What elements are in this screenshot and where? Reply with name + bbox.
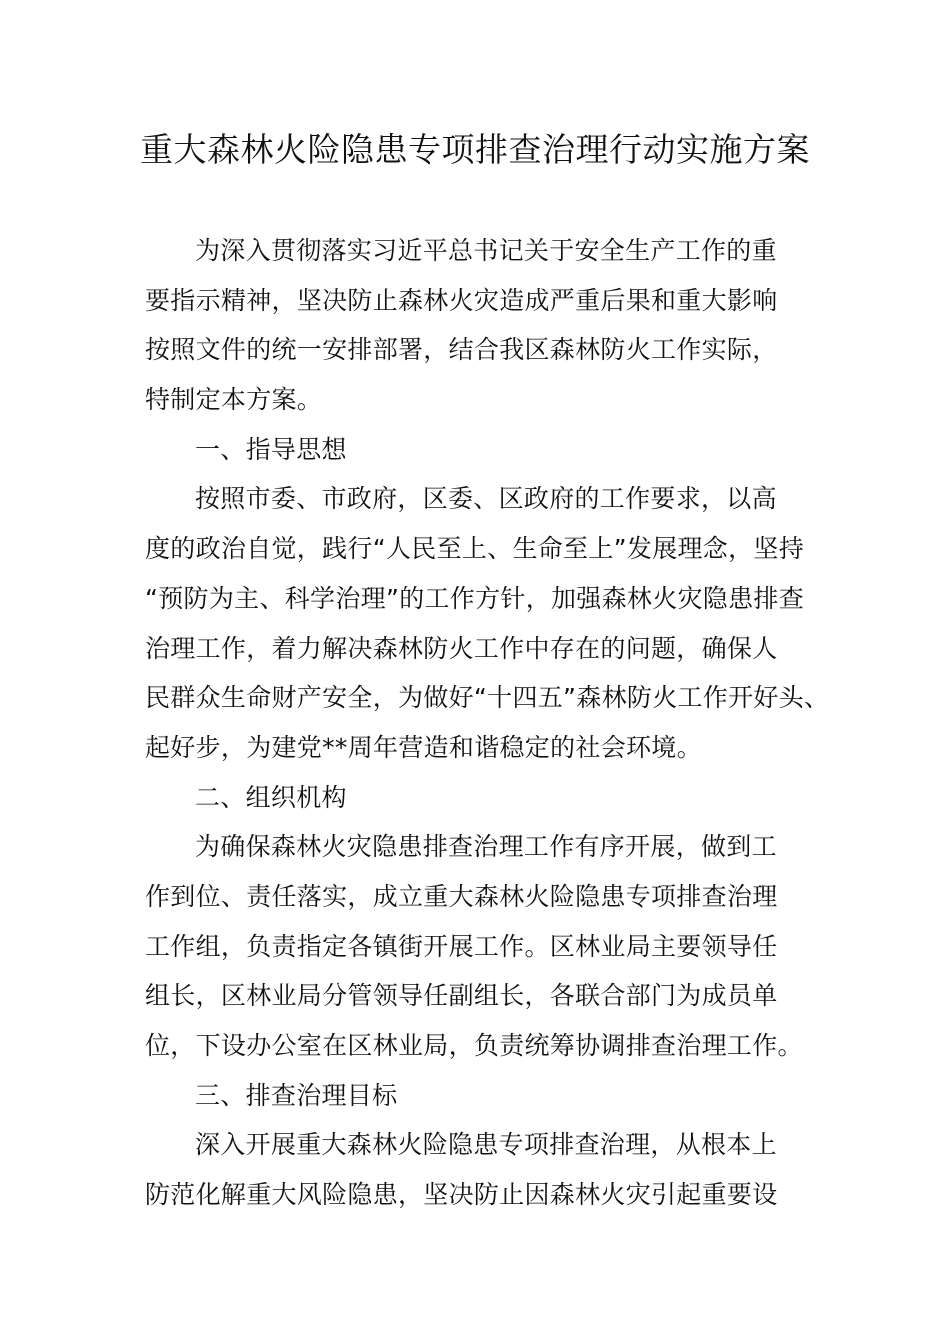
paragraph-line: 为深入贯彻落实习近平总书记关于安全生产工作的重 [195, 236, 777, 265]
section-heading: 一、指导思想 [195, 434, 347, 464]
document-body [145, 226, 830, 1220]
paragraph-line: 深入开展重大森林火险隐患专项排查治理，从根本上 [195, 1130, 777, 1160]
section-heading: 三、排查治理目标 [195, 1080, 398, 1110]
paragraph-line: 要指示精神，坚决防止森林火灾造成严重后果和重大影响 [145, 285, 778, 315]
paragraph-line: 工作组，负责指定各镇街开展工作。区林业局主要领导任 [145, 931, 778, 961]
paragraph-line: 起好步，为建党**周年营造和谐稳定的社会环境。 [145, 732, 702, 762]
paragraph-line: “预防为主、科学治理”的工作方针，加强森林火灾隐患排查 [145, 583, 805, 613]
paragraph-line: 按照市委、市政府，区委、区政府的工作要求，以高 [195, 484, 777, 514]
paragraph-line: 为确保森林火灾隐患排查治理工作有序开展，做到工 [195, 832, 777, 862]
paragraph-line: 位，下设办公室在区林业局，负责统筹协调排查治理工作。 [145, 1031, 803, 1060]
paragraph-line: 治理工作，着力解决森林防火工作中存在的问题，确保人 [145, 633, 778, 663]
paragraph-line: 民群众生命财产安全，为做好“十四五”森林防火工作开好头、 [145, 683, 830, 713]
paragraph-line: 按照文件的统一安排部署，结合我区森林防火工作实际， [145, 335, 778, 365]
document-title: 重大森林火险隐患专项排查治理行动实施方案 [140, 130, 810, 169]
paragraph-line: 作到位、责任落实，成立重大森林火险隐患专项排查治理 [145, 881, 778, 911]
paragraph-line: 组长，区林业局分管领导任副组长，各联合部门为成员单 [145, 981, 778, 1011]
paragraph-line: 防范化解重大风险隐患，坚决防止因森林火灾引起重要设 [145, 1180, 778, 1210]
paragraph-line: 特制定本方案。 [145, 385, 323, 415]
section-heading: 二、组织机构 [195, 782, 347, 812]
paragraph-line: 度的政治自觉，践行“人民至上、生命至上”发展理念，坚持 [145, 534, 805, 564]
